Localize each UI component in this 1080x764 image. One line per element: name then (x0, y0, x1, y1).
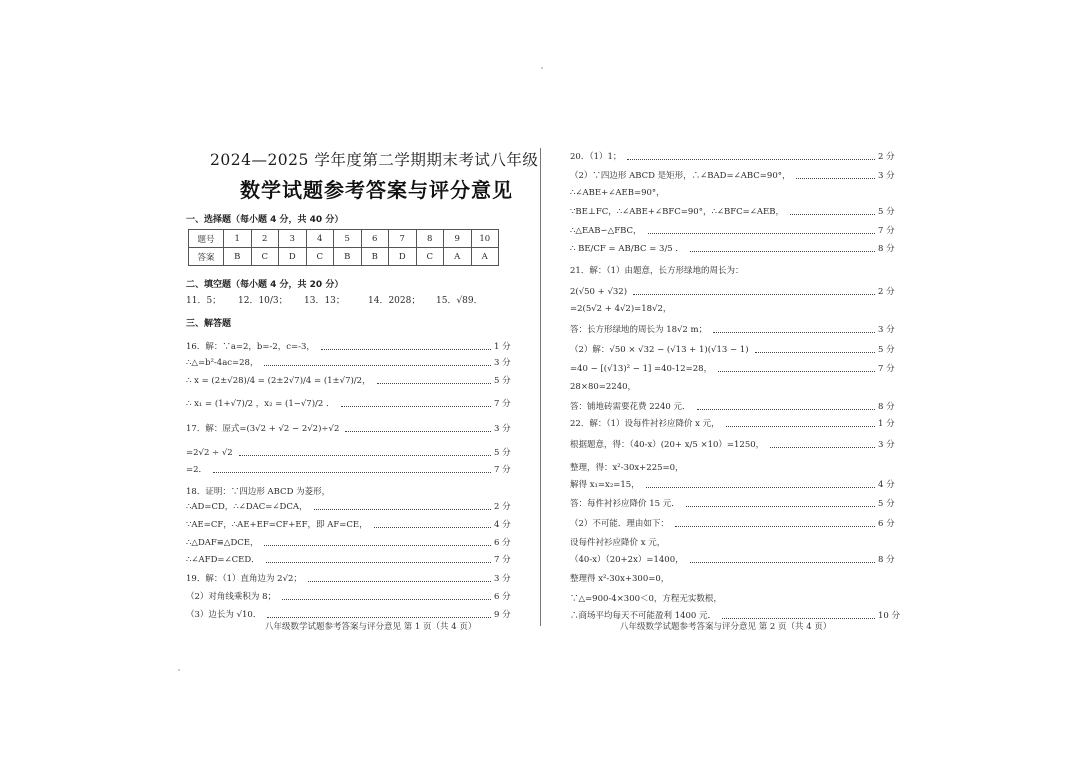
solution-line (186, 500, 524, 515)
answer-table (188, 229, 499, 266)
page-footer: 八年级数学试题参考答案与评分意见 第 1 页（共 4 页） (265, 622, 477, 632)
solution-text: ∴商场平均每天不可能盈利 1400 元． (570, 611, 717, 621)
solution-text: 21．解：（1）由题意，长方形绿地的周长为： (570, 266, 744, 276)
solution-line (186, 340, 524, 355)
solution-line (186, 374, 524, 389)
exam-title: 2024—2025 学年度第二学期期末考试八年级 (210, 151, 539, 169)
solution-text: （2）不可能．理由如下： (570, 519, 669, 529)
score-label: 7 分 (878, 364, 895, 374)
dot-leader (646, 478, 875, 488)
score-label: 4 分 (878, 480, 895, 490)
document-title: 数学试题参考答案与评分意见 (240, 178, 513, 202)
dot-leader (790, 205, 875, 215)
table-cell: 8 (416, 230, 444, 248)
dot-leader (321, 340, 491, 350)
solution-text: ∴AD=CD，∴∠DAC=∠DCA， (186, 502, 308, 512)
table-header-cell: 答案 (189, 248, 224, 266)
score-label: 1 分 (878, 419, 895, 429)
dot-leader (675, 517, 875, 527)
solution-text: ∴∠ABE+∠AEB=90°， (570, 188, 665, 198)
dot-leader (686, 497, 875, 507)
solution-line (570, 323, 908, 338)
dot-leader (282, 590, 491, 600)
solution-text: ∴∠AFD=∠CED． (186, 555, 260, 565)
solution-text: 答：铺地砖需要花费 2240 元． (570, 402, 691, 412)
dot-leader (377, 374, 491, 384)
dot-leader (690, 242, 875, 252)
table-cell: D (389, 248, 417, 266)
solution-line (570, 478, 908, 493)
score-label: 3 分 (878, 171, 895, 181)
solution-line (570, 285, 908, 300)
solution-text: 整理得 x²-30x+300=0， (570, 574, 670, 584)
section-heading-solutions: 三、解答题 (186, 319, 232, 329)
solution-text: （2）∵四边形 ABCD 是矩形，∴∠BAD=∠ABC=90°， (570, 171, 791, 181)
solution-text: 整理，得：x²-30x+225=0， (570, 463, 684, 473)
solution-text: ∴ x = (2±√28)/4 = (2±2√7)/4 = (1±√7)/2， (186, 376, 371, 386)
dot-leader (341, 397, 491, 407)
solution-line (186, 518, 524, 533)
table-cell: C (251, 248, 279, 266)
solution-line (570, 461, 908, 476)
solution-line (186, 422, 524, 437)
score-label: 3 分 (494, 424, 511, 434)
table-cell: 5 (334, 230, 362, 248)
solution-text: 20．（1）1； (570, 152, 622, 162)
dot-leader (648, 224, 875, 234)
dot-leader (345, 422, 491, 432)
solution-text: 19．解：（1）直角边为 2√2； (186, 574, 302, 584)
dot-leader (726, 417, 875, 427)
solution-text: 22．解：（1）设每件衬衫应降价 x 元， (570, 419, 720, 429)
solution-line (570, 242, 908, 257)
dot-leader (755, 343, 875, 353)
solution-text: ∵△=900-4×300＜0，方程无实数根， (570, 594, 722, 604)
solution-line (186, 356, 524, 371)
table-cell: A (444, 248, 472, 266)
solution-text: ∴ x₁ = (1+√7)/2 ，x₂ = (1−√7)/2 ． (186, 399, 335, 409)
solution-line (570, 150, 908, 165)
solution-line (570, 362, 908, 377)
table-cell: B (334, 248, 362, 266)
solution-text: ∴ BE/CF = AB/BC = 3/5 ． (570, 244, 684, 254)
solution-line (186, 397, 524, 412)
fill-answer: 13．13； (304, 296, 345, 306)
solution-text: （2）对角线乘积为 8； (186, 592, 277, 602)
score-label: 3 分 (878, 325, 895, 335)
score-label: 7 分 (494, 465, 511, 475)
table-cell: 4 (306, 230, 334, 248)
score-label: 4 分 (494, 520, 511, 530)
scan-speck (178, 669, 180, 671)
score-label: 8 分 (878, 402, 895, 412)
solution-line (186, 590, 524, 605)
score-label: 5 分 (494, 448, 511, 458)
solution-line (570, 186, 908, 201)
solution-text: ∵BE⊥FC，∴∠ABE+∠BFC=90°，∴∠BFC=∠AEB， (570, 207, 784, 217)
solution-text: =40 − [(√13)² − 1] =40-12=28， (570, 364, 713, 374)
table-cell: B (361, 248, 389, 266)
fill-answer: 15．√89． (436, 296, 483, 306)
score-label: 10 分 (878, 611, 901, 621)
dot-leader (770, 438, 875, 448)
score-label: 5 分 (494, 376, 511, 386)
solution-line (186, 536, 524, 551)
solution-text: =2√2 ÷ √2 (186, 448, 233, 458)
solution-text: 答：长方形绿地的周长为 18√2 m； (570, 325, 708, 335)
page-footer: 八年级数学试题参考答案与评分意见 第 2 页（共 4 页） (620, 622, 832, 632)
dot-leader (374, 518, 491, 528)
dot-leader (722, 609, 875, 619)
solution-text: 设每件衬衫应降价 x 元， (570, 538, 666, 548)
table-cell: C (306, 248, 334, 266)
solution-text: 2(√50 + √32) (570, 287, 628, 297)
table-cell: 7 (389, 230, 417, 248)
score-label: 1 分 (494, 342, 511, 352)
solution-text: 18．证明：∵四边形 ABCD 为菱形， (186, 487, 331, 497)
score-label: 2 分 (878, 152, 895, 162)
solution-line (570, 380, 908, 395)
table-row-answers (189, 248, 499, 266)
solution-line (570, 224, 908, 239)
dot-leader (213, 463, 491, 473)
solution-line (570, 417, 908, 432)
score-label: 2 分 (878, 287, 895, 297)
section-heading-choice: 一、选择题（每小题 4 分，共 40 分） (186, 215, 344, 225)
table-cell: C (416, 248, 444, 266)
dot-leader (308, 572, 491, 582)
table-row-numbers (189, 230, 499, 248)
table-cell: 1 (224, 230, 252, 248)
score-label: 7 分 (494, 555, 511, 565)
solution-line (186, 553, 524, 568)
dot-leader (796, 169, 875, 179)
score-label: 3 分 (494, 574, 511, 584)
table-cell: D (279, 248, 307, 266)
solution-text: ∴△=b²-4ac=28， (186, 358, 259, 368)
dot-leader (718, 362, 875, 372)
score-label: 3 分 (878, 440, 895, 450)
dot-leader (264, 356, 491, 366)
dot-leader (713, 323, 875, 333)
score-label: 5 分 (878, 499, 895, 509)
solution-line (186, 446, 524, 461)
table-header-cell: 题号 (189, 230, 224, 248)
solution-line (570, 205, 908, 220)
score-label: 3 分 (494, 358, 511, 368)
solution-line (570, 497, 908, 512)
score-label: 7 分 (878, 226, 895, 236)
dot-leader (267, 608, 491, 618)
solution-line (570, 536, 908, 551)
solution-line (570, 517, 908, 532)
solution-text: （40-x）（20+2x）=1400， (570, 555, 684, 565)
solution-text: =2． (186, 465, 208, 475)
solution-line (570, 592, 908, 607)
solution-line (570, 264, 908, 279)
solution-text: 17．解：原式=(3√2 + √2 − 2√2)÷√2 (186, 424, 340, 434)
solution-text: （3）边长为 √10． (186, 610, 262, 620)
dot-leader (314, 500, 491, 510)
score-label: 6 分 (878, 519, 895, 529)
dot-leader (697, 400, 875, 410)
solution-line (186, 485, 524, 500)
solution-text: ∴△DAF≌△DCE， (186, 538, 259, 548)
score-label: 8 分 (878, 555, 895, 565)
solution-line (570, 343, 908, 358)
table-cell: 2 (251, 230, 279, 248)
score-label: 6 分 (494, 592, 511, 602)
solution-text: （2）解：√50 × √32 − (√13 + 1)(√13 − 1) (570, 345, 749, 355)
solution-text: 16．解：∵a=2，b=-2，c=-3， (186, 342, 315, 352)
scan-speck (541, 67, 543, 69)
fill-answer: 11．5； (186, 296, 222, 306)
table-cell: B (224, 248, 252, 266)
solution-text: ∴△EAB∽△FBC， (570, 226, 642, 236)
solution-text: 答：每件衬衫应降价 15 元． (570, 499, 680, 509)
solution-line (186, 572, 524, 587)
table-cell: 3 (279, 230, 307, 248)
score-label: 2 分 (494, 502, 511, 512)
dot-leader (239, 446, 491, 456)
solution-text: 解得 x₁=x₂=15， (570, 480, 640, 490)
solution-line (570, 169, 908, 184)
solution-text: =2(5√2 + 4√2)=18√2， (570, 304, 672, 314)
dot-leader (627, 150, 875, 160)
score-label: 5 分 (878, 207, 895, 217)
table-cell: 6 (361, 230, 389, 248)
dot-leader (633, 285, 875, 295)
score-label: 8 分 (878, 244, 895, 254)
dot-leader (266, 553, 491, 563)
score-label: 7 分 (494, 399, 511, 409)
solution-line (570, 572, 908, 587)
dot-leader (690, 553, 875, 563)
dot-leader (264, 536, 491, 546)
fill-answer: 12．10/3； (238, 296, 288, 306)
solution-line (570, 438, 908, 453)
section-heading-fill: 二、填空题（每小题 4 分，共 20 分） (186, 280, 344, 290)
score-label: 5 分 (878, 345, 895, 355)
score-label: 9 分 (494, 610, 511, 620)
solution-text: 根据题意，得：（40-x）(20+ x/5 ×10）=1250， (570, 440, 765, 450)
solution-line (570, 553, 908, 568)
answer-page-2 (540, 0, 1080, 764)
table-cell: 9 (444, 230, 472, 248)
fill-answer: 14．2028； (368, 296, 421, 306)
score-label: 6 分 (494, 538, 511, 548)
solution-text: ∵AE=CF，∴AE+EF=CF+EF，即 AF=CE， (186, 520, 368, 530)
table-cell: A (471, 248, 499, 266)
solution-line (186, 463, 524, 478)
table-cell: 10 (471, 230, 499, 248)
solution-line (570, 400, 908, 415)
solution-text: 28×80=2240， (570, 382, 637, 392)
solution-line (570, 302, 908, 317)
